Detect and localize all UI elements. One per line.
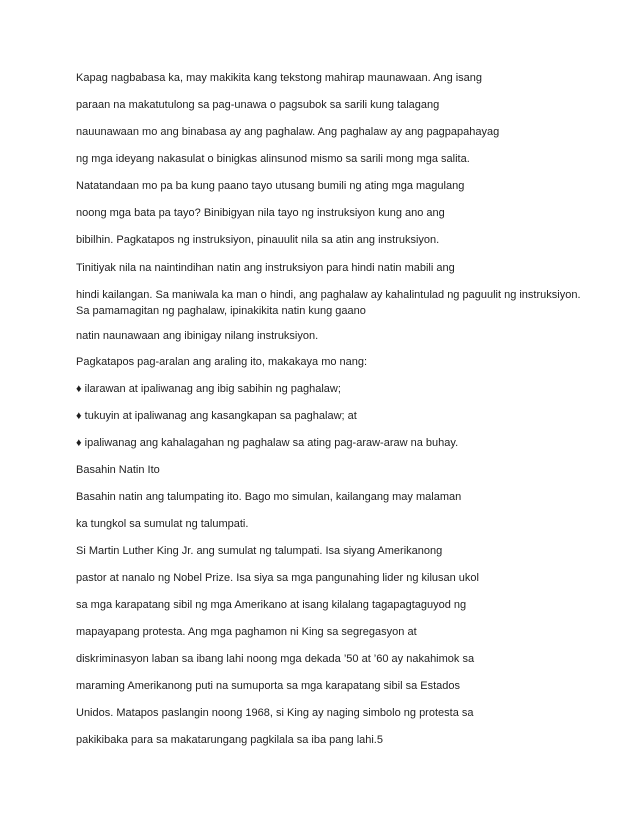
text-line: Sa pamamagitan ng paghalaw, ipinakikita natin kung gaano [76,305,366,317]
text-line: noong mga bata pa tayo? Binibigyan nila tayo ng instruksiyon kung ano ang [76,207,445,219]
text-line: bibilhin. Pagkatapos ng instruksiyon, pinauulit nila sa atin ang instruksiyon. [76,234,440,246]
text-line: nauunawaan mo ang binabasa ay ang paghalaw. Ang paghalaw ay ang pagpapahayag [76,126,500,138]
text-line: Basahin natin ang talumpating ito. Bago mo simulan, kailangang may malaman [76,491,462,503]
text-line: Tinitiyak nila na naintindihan natin ang instruksiyon para hindi natin mabili ang [76,262,455,274]
text-line: ka tungkol sa sumulat ng talumpati. [76,518,249,530]
bullet-item: ♦ tukuyin at ipaliwanag ang kasangkapan sa paghalaw; at [76,410,357,422]
text-line: ng mga ideyang nakasulat o binigkas alinsunod mismo sa sarili mong mga salita. [76,153,470,165]
text-line: pastor at nanalo ng Nobel Prize. Isa siya sa mga pangunahing lider ng kilusan ukol [76,572,479,584]
section-heading: Basahin Natin Ito [76,464,160,476]
text-line: Unidos. Matapos paslangin noong 1968, si King ay naging simbolo ng protesta sa [76,707,474,719]
text-line: maraming Amerikanong puti na sumuporta sa mga karapatang sibil sa Estados [76,680,460,692]
text-line: mapayapang protesta. Ang mga paghamon ni King sa segregasyon at [76,626,417,638]
text-line: Kapag nagbabasa ka, may makikita kang tekstong mahirap maunawaan. Ang isang [76,72,483,84]
text-line: Natatandaan mo pa ba kung paano tayo utusang bumili ng ating mga magulang [76,180,465,192]
bullet-item: ♦ ilarawan at ipaliwanag ang ibig sabihin ng paghalaw; [76,383,341,395]
bullet-item: ♦ ipaliwanag ang kahalagahan ng paghalaw sa ating pag-araw-araw na buhay. [76,437,459,449]
text-line: diskriminasyon laban sa ibang lahi noong mga dekada ’50 at ’60 ay nakahimok sa [76,653,475,665]
text-line: pakikibaka para sa makatarungang pagkilala sa iba pang lahi.5 [76,734,383,746]
text-line: natin naunawaan ang ibinigay nilang instruksiyon. [76,330,319,342]
text-line: Pagkatapos pag-aralan ang araling ito, makakaya mo nang: [76,356,368,368]
text-line: hindi kailangan. Sa maniwala ka man o hindi, ang paghalaw ay kahalintulad ng paguulit ng instruksiyon. [76,289,581,301]
text-line: Si Martin Luther King Jr. ang sumulat ng talumpati. Isa siyang Amerikanong [76,545,443,557]
text-line: sa mga karapatang sibil ng mga Amerikano at isang kilalang tagapagtaguyod ng [76,599,467,611]
text-line: paraan na makatutulong sa pag-unawa o pagsubok sa sarili kung talagang [76,99,440,111]
